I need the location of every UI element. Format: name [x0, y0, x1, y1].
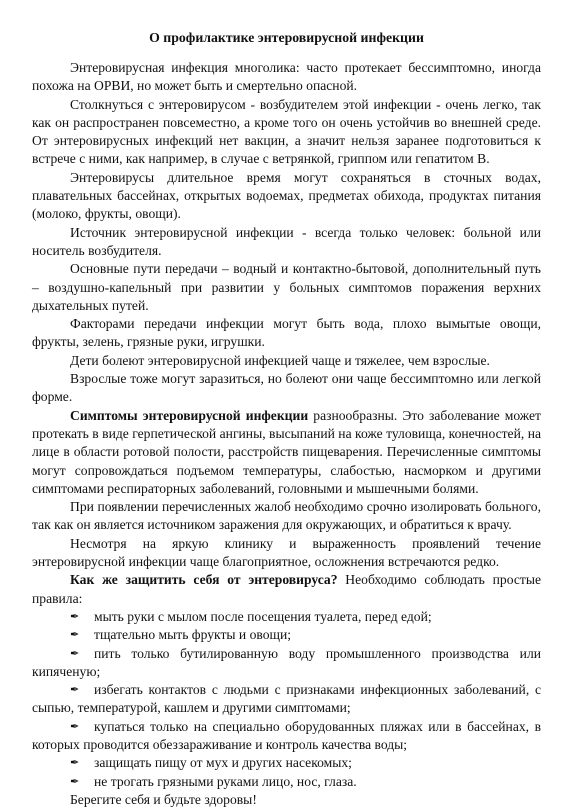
symptoms-text: разнообразны. Это заболевание может протекать в виде герпетической ангины, высыпаний на коже туловища, конечностей, на лице в области ротовой полости, расстройств пищеварения. Перечисленные симптомы могут сопровождаться подъемом температуры, слабостью, насморком и другими симптомами респираторных заболеваний, головными и мышечными болями.	[32, 407, 541, 496]
list-item	[32, 773, 541, 791]
list-item-text: избегать контактов с людьми с признаками инфекционных заболеваний, с сыпью, температурой, кашлем и другими симптомами;	[32, 682, 541, 716]
list-item-text: мыть руки с мылом после посещения туалета, перед едой;	[94, 608, 432, 624]
list-item	[32, 608, 541, 626]
list-item	[32, 718, 541, 755]
pen-nib-icon: ✒	[70, 647, 80, 660]
list-item-text: защищать пищу от мух и других насекомых;	[94, 755, 352, 771]
pen-nib-icon: ✒	[70, 684, 80, 697]
list-item-text: не трогать грязными руками лицо, нос, глаза.	[94, 773, 357, 789]
list-item-text: тщательно мыть фрукты и овощи;	[94, 627, 292, 643]
list-item-text: купаться только на специально оборудованных пляжах или в бассейнах, в которых проводится обеззараживание и контроль качества воды;	[32, 718, 541, 752]
protect-paragraph	[32, 571, 541, 608]
pen-nib-icon: ✒	[70, 629, 80, 642]
pen-nib-icon: ✒	[70, 775, 80, 788]
symptoms-heading: Симптомы энтеровирусной инфекции	[70, 407, 309, 423]
list-item	[32, 645, 541, 682]
list-item-text: пить только бутилированную воду промышленного производства или кипяченую;	[32, 645, 541, 679]
paragraph: Энтеровирусы длительное время могут сохраняться в сточных водах, плавательных бассейнах, открытых водоемах, предметах обихода, продуктах питания (молоко, фрукты, овощи).	[32, 169, 541, 222]
protect-heading: Как же защитить себя от энтеровируса?	[70, 572, 338, 588]
paragraph: Столкнуться с энтеровирусом - возбудителем этой инфекции - очень легко, так как он распространен повсеместно, а кроме того он очень устойчив во внешней среде. От энтеровирусных инфекций нет вакцин, а значит нельзя заранее подготовиться к встрече с ними, как например, в случае с ветрянкой, гриппом или гепатитом В.	[32, 96, 541, 167]
paragraph: Факторами передачи инфекции могут быть вода, плохо вымытые овощи, фрукты, зелень, грязные руки, игрушки.	[32, 316, 541, 350]
pen-nib-icon: ✒	[70, 610, 80, 623]
closing-line: Берегите себя и будьте здоровы!	[70, 791, 257, 807]
pen-nib-icon: ✒	[70, 757, 80, 770]
paragraph: Несмотря на яркую клинику и выраженность проявлений течение энтеровирусной инфекции чаще благоприятное, осложнения встречаются редко.	[32, 535, 541, 570]
paragraph: При появлении перечисленных жалоб необходимо срочно изолировать больного, так как он является источником заражения для окружающих, и обратиться к врачу.	[32, 499, 541, 533]
paragraph: Дети болеют энтеровирусной инфекцией чаще и тяжелее, чем взрослые.	[70, 352, 490, 368]
paragraph: Энтеровирусная инфекция многолика: часто протекает бессимптомно, иногда похожа на ОРВИ, но может быть и смертельно опасной.	[32, 60, 541, 94]
list-item	[32, 681, 541, 718]
pen-nib-icon: ✒	[70, 720, 80, 733]
page-title: О профилактике энтеровирусной инфекции	[149, 30, 424, 45]
symptoms-paragraph	[32, 407, 541, 498]
list-item	[32, 754, 541, 772]
list-item	[32, 626, 541, 644]
rules-list	[32, 608, 541, 791]
paragraph: Взрослые тоже могут заразиться, но болеют они чаще бессимптомно или легкой форме.	[32, 371, 541, 405]
paragraph: Источник энтеровирусной инфекции - всегда только человек: больной или носитель возбудителя.	[32, 224, 541, 258]
paragraph: Основные пути передачи – водный и контактно-бытовой, дополнительный путь – воздушно-капельный при развитии у больных симптомов поражения верхних дыхательных путей.	[32, 261, 541, 313]
protect-text: Необходимо соблюдать простые правила:	[32, 572, 541, 606]
